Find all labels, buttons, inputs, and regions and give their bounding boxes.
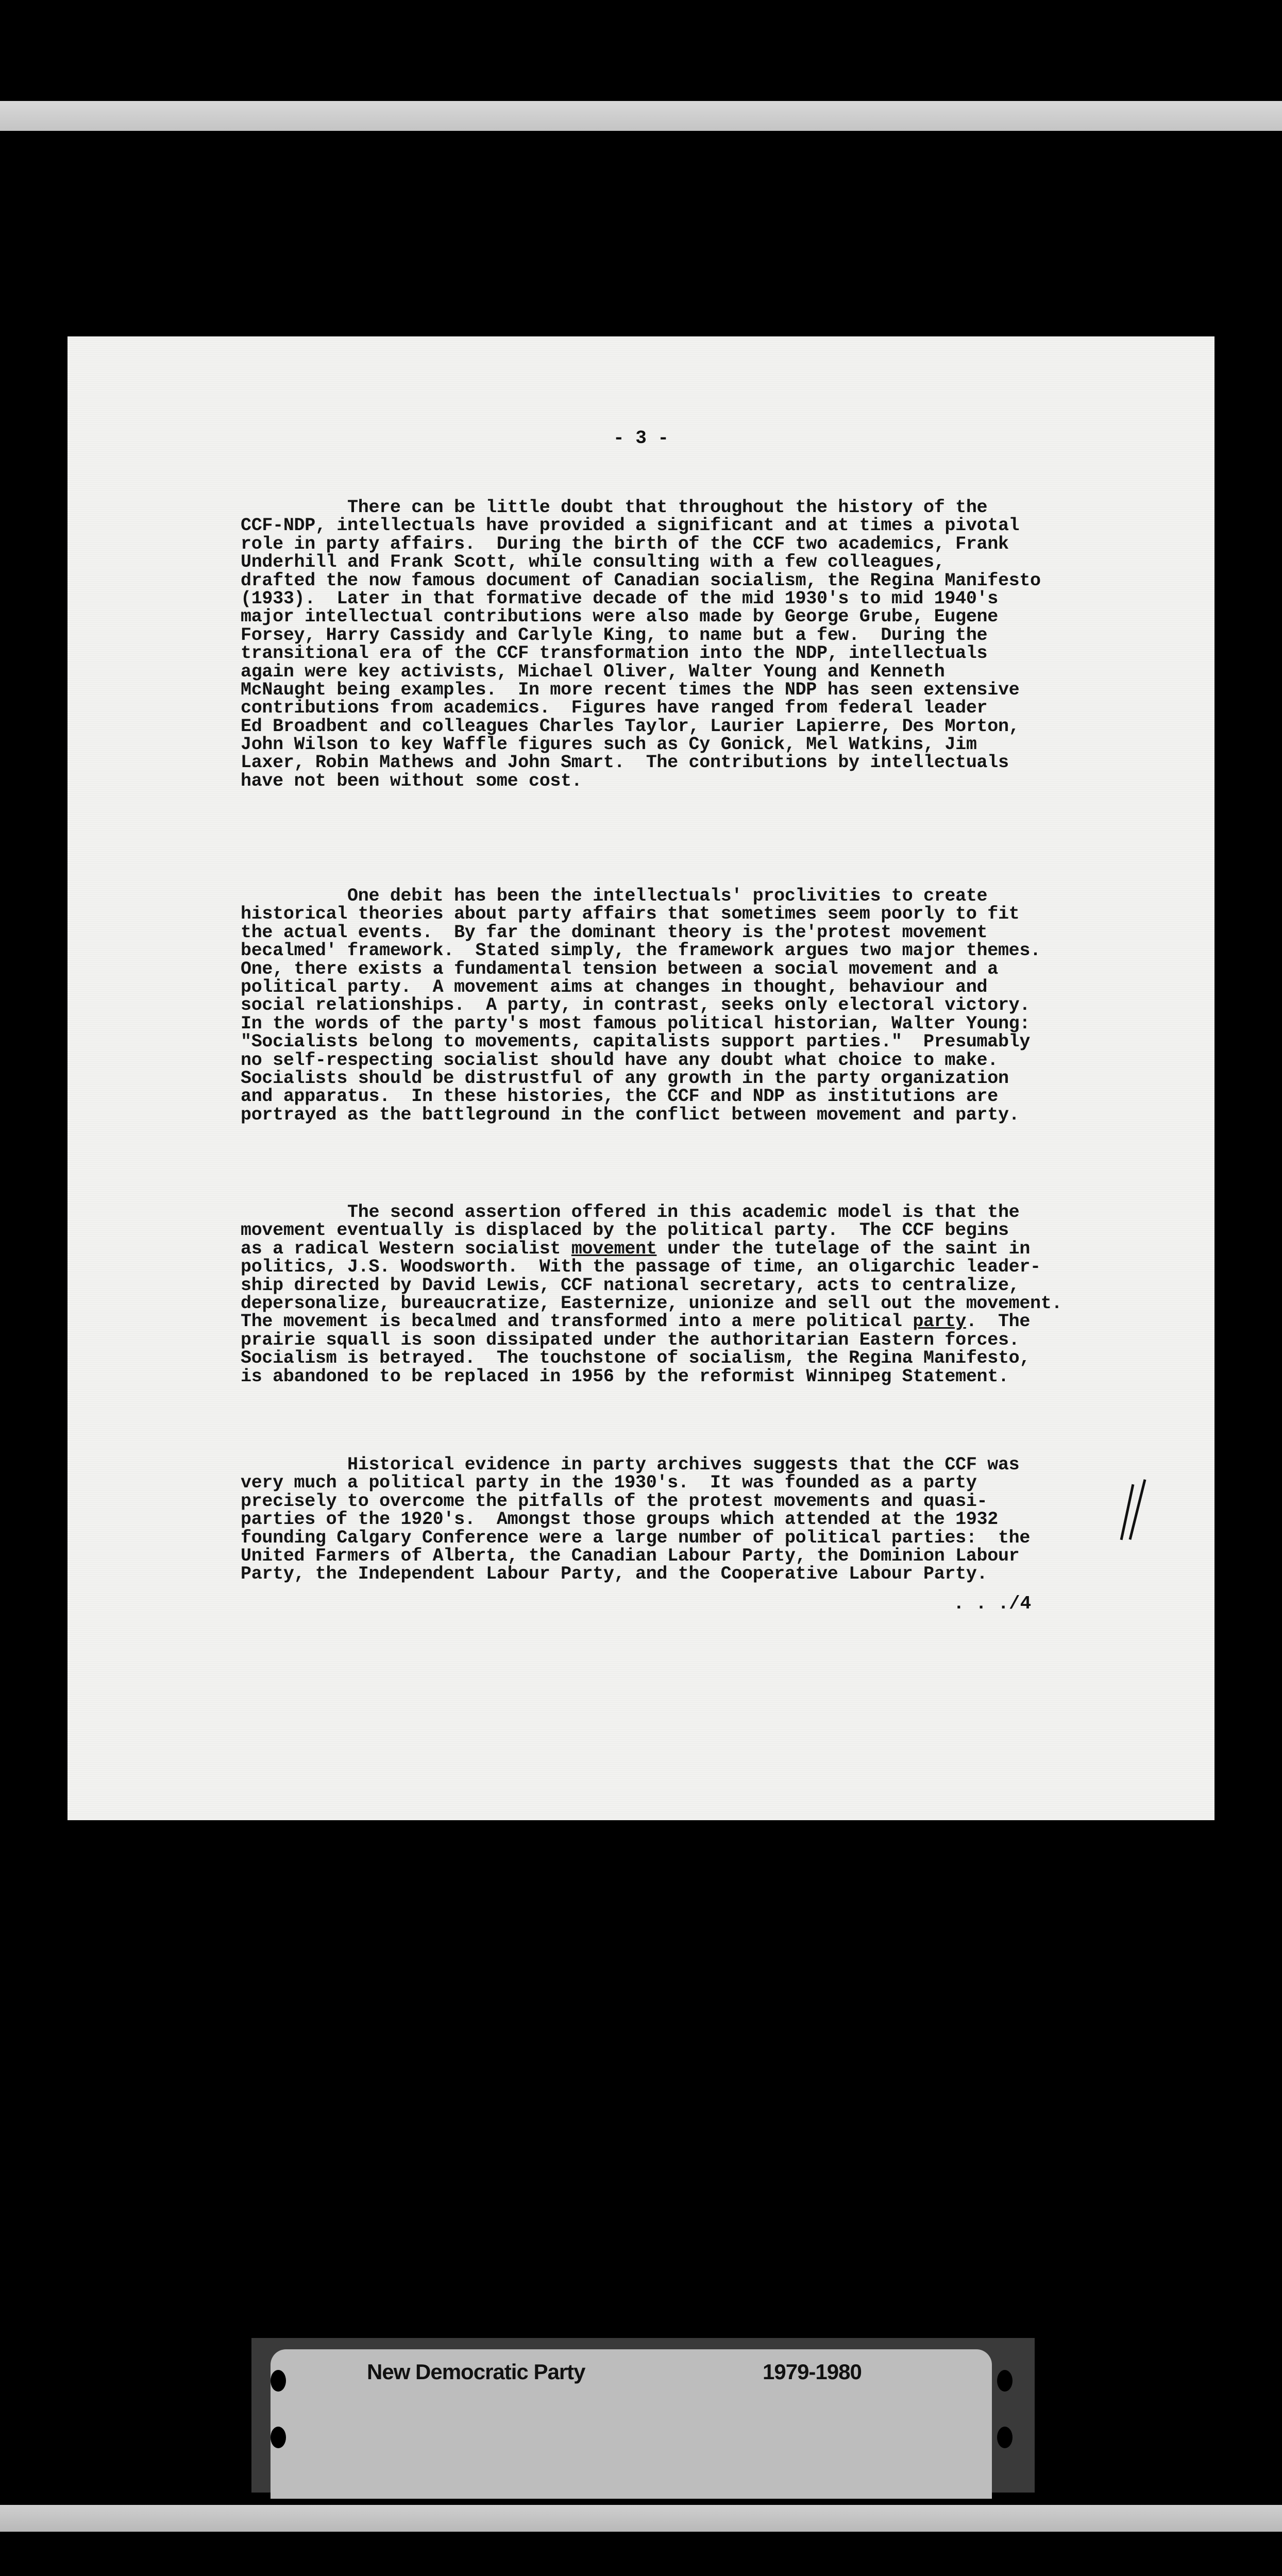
text-run: under the tutelage of the saint in [656, 1238, 1031, 1259]
sprocket-hole [997, 2370, 1013, 2392]
text-line [241, 535, 1168, 553]
text-line [241, 1349, 1168, 1367]
text-run: again were key activists, Michael Oliver, Walter Young and Kenneth [241, 661, 945, 682]
text-line [241, 645, 1168, 663]
text-line [241, 1106, 1168, 1124]
text-run: One debit has been the intellectuals' proclivities to create [241, 886, 988, 906]
film-label-title: New Democratic Party [367, 2360, 585, 2384]
text-run: very much a political party in the 1930's. It was founded as a party [241, 1472, 977, 1494]
text-line [241, 1456, 1168, 1474]
text-run: In the words of the party's most famous political historian, Walter Young: [241, 1013, 1031, 1034]
underlined-word: party [913, 1311, 966, 1332]
text-line [241, 718, 1168, 736]
sprocket-hole [271, 2427, 286, 2448]
text-run: becalmed' framework. Stated simply, the framework argues two major themes. [241, 940, 1041, 961]
text-run: politics, J.S. Woodsworth. With the passage of time, an oligarchic leader- [241, 1257, 1041, 1278]
text-run: Laxer, Robin Mathews and John Smart. The contributions by intellectuals [241, 752, 1009, 773]
film-label-years: 1979-1980 [763, 2360, 862, 2384]
text-run: is abandoned to be replaced in 1956 by the reformist Winnipeg Statement. [241, 1366, 1009, 1387]
text-line [241, 924, 1168, 942]
text-line [241, 772, 1168, 790]
paragraph-intellectuals [241, 499, 1168, 790]
text-line [241, 960, 1168, 978]
text-run: the actual events. By far the dominant theory is the'protest movement [241, 922, 988, 943]
text-run: portrayed as the battleground in the conflict between movement and party. [241, 1104, 1020, 1125]
text-line [241, 572, 1168, 590]
text-run: "Socialists belong to movements, capitalists support parties." Presumably [241, 1031, 1031, 1053]
text-line [241, 553, 1168, 571]
text-line [241, 1511, 1168, 1529]
page-number: - 3 - [613, 428, 669, 449]
text-run: precisely to overcome the pitfalls of the protest movements and quasi- [241, 1490, 988, 1512]
text-line [241, 1490, 1168, 1512]
continuation-marker: . . ./4 [953, 1593, 1032, 1614]
text-line [241, 699, 1168, 717]
text-line [241, 1313, 1168, 1331]
paragraph-debit [241, 887, 1168, 1124]
text-run: and apparatus. In these histories, the CCF and NDP as institutions are [241, 1086, 998, 1107]
text-run: transitional era of the CCF transformation into the NDP, intellectuals [241, 643, 988, 664]
text-line [241, 1368, 1168, 1386]
text-line [241, 1547, 1168, 1565]
text-line [241, 1033, 1168, 1051]
text-line [241, 517, 1168, 535]
text-line [241, 905, 1168, 923]
text-run: depersonalize, bureaucratize, Easternize, unionize and sell out the movement. [241, 1293, 1062, 1314]
text-line [241, 681, 1168, 699]
text-run: The second assertion offered in this academic model is that the [241, 1202, 1020, 1223]
text-run: major intellectual contributions were also made by George Grube, Eugene [241, 606, 998, 628]
text-line [241, 887, 1168, 905]
text-run: John Wilson to key Waffle figures such as Cy Gonick, Mel Watkins, Jim [241, 734, 977, 755]
text-line [241, 978, 1168, 996]
text-line [241, 499, 1168, 517]
text-line [241, 1258, 1168, 1276]
text-line [241, 1565, 1168, 1583]
text-run: no self-respecting socialist should have any doubt what choice to make. [241, 1049, 998, 1071]
text-line [241, 996, 1168, 1014]
text-line [241, 1474, 1168, 1492]
text-line [241, 590, 1168, 608]
text-run: Socialism is betrayed. The touchstone of socialism, the Regina Manifesto, [241, 1348, 1031, 1369]
text-run: social relationships. A party, in contrast, seeks only electoral victory. [241, 995, 1031, 1016]
text-line [241, 1067, 1168, 1089]
text-line [241, 1222, 1168, 1240]
text-run: contributions from academics. Figures have ranged from federal leader [241, 698, 988, 719]
text-line [241, 1015, 1168, 1033]
text-run: prairie squall is soon dissipated under the authoritarian Eastern forces. [241, 1329, 1020, 1350]
text-run: ship directed by David Lewis, CCF national secretary, acts to centralize, [241, 1275, 1020, 1296]
text-run: The movement is becalmed and transformed into a mere political [241, 1311, 913, 1332]
text-run: (1933). Later in that formative decade of the mid 1930's to mid 1940's [241, 588, 998, 609]
text-run: United Farmers of Alberta, the Canadian Labour Party, the Dominion Labour [241, 1545, 1020, 1566]
text-run: role in party affairs. During the birth of the CCF two academics, Frank [241, 533, 1009, 554]
sprocket-hole [271, 2370, 286, 2392]
text-line [241, 608, 1168, 626]
sprocket-hole [997, 2427, 1013, 2448]
text-run: drafted the now famous document of Canadian socialism, the Regina Manifesto [241, 570, 1041, 591]
text-line [241, 1049, 1168, 1071]
text-run: have not been without some cost. [241, 770, 582, 791]
text-line [241, 1277, 1168, 1295]
text-run: founding Calgary Conference were a large number of political parties: the [241, 1527, 1031, 1548]
text-line [241, 1529, 1168, 1547]
text-run: Party, the Independent Labour Party, and the Cooperative Labour Party. [241, 1564, 988, 1585]
text-run: Forsey, Harry Cassidy and Carlyle King, to name but a few. During the [241, 624, 988, 646]
text-line [241, 1088, 1168, 1106]
film-bottom-strip [0, 2505, 1282, 2532]
text-line [241, 1295, 1168, 1313]
film-top-strip [0, 101, 1282, 131]
text-line [241, 736, 1168, 754]
text-run: as a radical Western socialist [241, 1238, 571, 1259]
text-line [241, 626, 1168, 645]
text-run: parties of the 1920's. Amongst those groups which attended at the 1932 [241, 1509, 998, 1530]
text-run: . The [966, 1311, 1031, 1332]
text-line [241, 1331, 1168, 1349]
text-run: historical theories about party affairs that sometimes seem poorly to fit [241, 904, 1020, 925]
text-line [241, 1240, 1168, 1258]
text-line [241, 663, 1168, 681]
text-run: CCF-NDP, intellectuals have provided a significant and at times a pivotal [241, 515, 1020, 536]
text-run: McNaught being examples. In more recent times the NDP has seen extensive [241, 679, 1020, 700]
text-run: movement eventually is displaced by the political party. The CCF begins [241, 1220, 1009, 1241]
paragraph-second-assertion [241, 1204, 1168, 1386]
text-run: political party. A movement aims at changes in thought, behaviour and [241, 976, 988, 997]
text-run: One, there exists a fundamental tension between a social movement and a [241, 958, 998, 979]
text-line [241, 1204, 1168, 1222]
text-line [241, 754, 1168, 772]
paragraph-historical-evidence [241, 1456, 1168, 1584]
text-run: There can be little doubt that throughout the history of the [241, 497, 988, 518]
text-run: Underhill and Frank Scott, while consulting with a few colleagues, [241, 552, 945, 573]
underlined-word: movement [571, 1238, 657, 1259]
text-run: Socialists should be distrustful of any growth in the party organization [241, 1067, 1009, 1089]
text-run: Ed Broadbent and colleagues Charles Taylor, Laurier Lapierre, Des Morton, [241, 716, 1020, 737]
text-line [241, 942, 1168, 960]
text-run: Historical evidence in party archives suggests that the CCF was [241, 1454, 1020, 1475]
